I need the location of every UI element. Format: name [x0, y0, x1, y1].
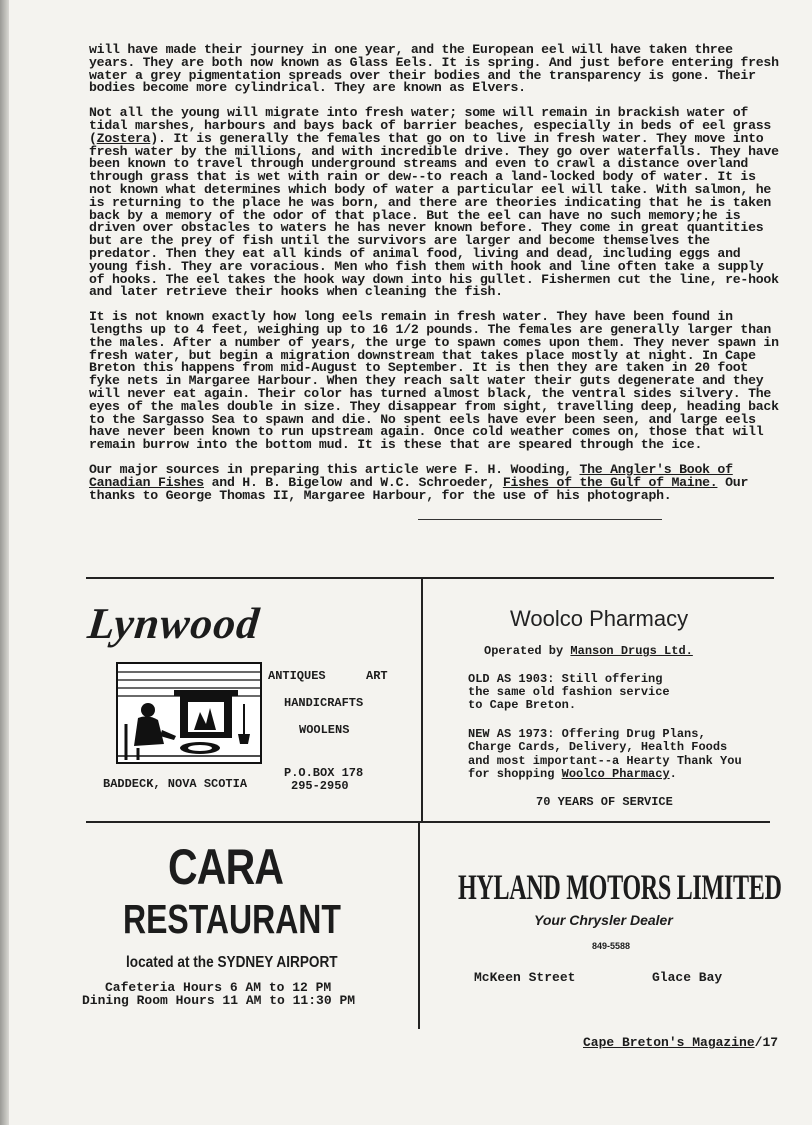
ads-vertical-rule-top: [421, 578, 423, 822]
source-book-anglers: The Angler's Book of Canadian Fishes: [89, 461, 733, 490]
cara-cafeteria-hours: Cafeteria Hours 6 AM to 12 PM: [105, 980, 332, 995]
hyland-town: Glace Bay: [652, 970, 723, 985]
hyland-phone: 849-5588: [592, 941, 631, 951]
fireside-woodcut-image: [116, 662, 262, 764]
cara-title: CARA: [168, 839, 284, 895]
manson-drugs: Manson Drugs Ltd.: [570, 644, 693, 658]
woolco-old-line-3: to Cape Breton.: [468, 698, 577, 712]
source-book-gulf-of-maine: Fishes of the Gulf of Maine.: [502, 474, 718, 490]
sources-mid: and H. B. Bigelow and W.C. Schroeder,: [203, 474, 503, 490]
operated-prefix: Operated by: [484, 644, 571, 658]
ads-top-rule: [86, 577, 774, 579]
woolco-pharmacy-name: Woolco Pharmacy: [561, 767, 670, 781]
page-footer: [583, 1035, 778, 1050]
lynwood-antiques: ANTIQUES: [268, 669, 326, 683]
magazine-name: Cape Breton's Magazine: [583, 1035, 755, 1050]
woolco-new-line-3: and most important--a Hearty Thank You: [468, 754, 742, 768]
ads-middle-rule: [86, 821, 770, 823]
woolco-old-line-1: OLD AS 1903: Still offering: [468, 672, 663, 686]
article-sources: [89, 461, 779, 503]
paragraph-2-rest: ). It is generally the females that go on to live in fresh water. They move into fresh water by the millions, and with incredible drive. They go over waterfalls. They have been known to travel through underground streams and even to crawl a distance overland through grass that is wet with rain or dew--to reach a land-locked body of water. It is not known what determines which body of water a particular eel will take. With salmon, he is returning to the place he was born, and there are theories indicating that he is taken back by a memory of the odor of that place. But the eel can have no such memory;he is driven over obstacles to waters he has never known before. They come in great quantities but are the prey of fish until the survivors are larger and become themselves the predator. Then they eat all kinds of animal food, living and dead, including eggs and young fish. They are voracious. Men who fish them with hook and line often take a supply of hooks. The eel takes the hook way down into his gullet. Fishermen cut the line, re-hook and later retrieve their hooks when cleaning the fish.: [89, 130, 779, 300]
chrysler-dealer: Your Chrysler Dealer: [534, 912, 673, 928]
sources-thanks: Our thanks to George Thomas II, Margaree Harbour, for the use of his photograph.: [89, 474, 749, 503]
lynwood-handicrafts: HANDICRAFTS: [284, 696, 364, 710]
cara-dining-hours: Dining Room Hours 11 AM to 11:30 PM: [82, 993, 356, 1008]
lynwood-location: BADDECK, NOVA SCOTIA: [103, 777, 248, 791]
woolco-pharmacy-title: Woolco Pharmacy: [510, 606, 689, 631]
sources-divider: [418, 519, 662, 520]
paragraph-2-start: Not all the young will migrate into fresh water; some will remain in brackish water of tidal marshes, harbours and bays back of barrier beaches, especially in beds of eel grass (: [89, 105, 772, 146]
lynwood-art: ART: [366, 669, 388, 683]
woolco-years-of-service: 70 YEARS OF SERVICE: [536, 795, 673, 809]
zostera-term: Zostera: [96, 130, 151, 146]
lynwood-phone: 295-2950: [291, 779, 349, 793]
woolco-new-line-4: [468, 767, 677, 781]
article-paragraph-2: [89, 107, 779, 299]
cara-location: located at the SYDNEY AIRPORT: [126, 954, 338, 971]
page-binding-edge: [0, 0, 9, 1125]
woolco-new-line-1: NEW AS 1973: Offering Drug Plans,: [468, 727, 706, 741]
page-number: /17: [754, 1035, 779, 1050]
new-line-4-suffix: .: [669, 767, 677, 781]
hyland-motors-title: HYLAND MOTORS LIMITED: [458, 867, 782, 907]
woolco-new-line-2: Charge Cards, Delivery, Health Foods: [468, 740, 728, 754]
article-paragraph-1: will have made their journey in one year, and the European eel will have taken three years. They are both now known as Glass Eels. It is spring. And just before entering fresh water a grey pigmentation spreads over their bodies and the transparency is gone. Their bodies become more cylindrical. They are known as Elvers.: [89, 42, 779, 96]
fireside-illustration: [118, 664, 260, 762]
lynwood-pobox: P.O.BOX 178: [284, 766, 364, 780]
ads-vertical-rule-bottom: [418, 823, 420, 1029]
new-line-4-prefix: for shopping: [468, 767, 562, 781]
restaurant-title: RESTAURANT: [123, 896, 341, 942]
article-text: [89, 44, 779, 514]
woolco-operated-by: [484, 644, 693, 658]
hyland-street: McKeen Street: [474, 970, 576, 985]
article-paragraph-3: It is not known exactly how long eels remain in fresh water. They have been found in lengths up to 4 feet, weighing up to 16 1/2 pounds. The females are generally larger than the males. After a number of years, the urge to spawn comes upon them. They never spawn in fresh water, but begin a migration downstream that takes place mostly at night. In Cape Breton this happens from mid-August to September. It is then they are taken in 20 foot fyke nets in Margaree Harbour. When they reach salt water their guts degenerate and they will never eat again. Their color has turned almost black, the ventral sides silvery. The eyes of the males double in size. They disappear from sight, travelling deep, heading back to the Sargasso Sea to spawn and die. No spent eels have ever been seen, and large eels have never been known to run upstream again. Once cold weather comes on, those that will remain burrow into the bottom mud. It is these that are speared through the ice.: [89, 309, 779, 453]
lynwood-logo: Lynwood: [85, 599, 263, 648]
woolco-old-line-2: the same old fashion service: [468, 685, 670, 699]
lynwood-woolens: WOOLENS: [299, 723, 350, 737]
sources-intro: Our major sources in preparing this article were F. H. Wooding,: [89, 461, 580, 477]
